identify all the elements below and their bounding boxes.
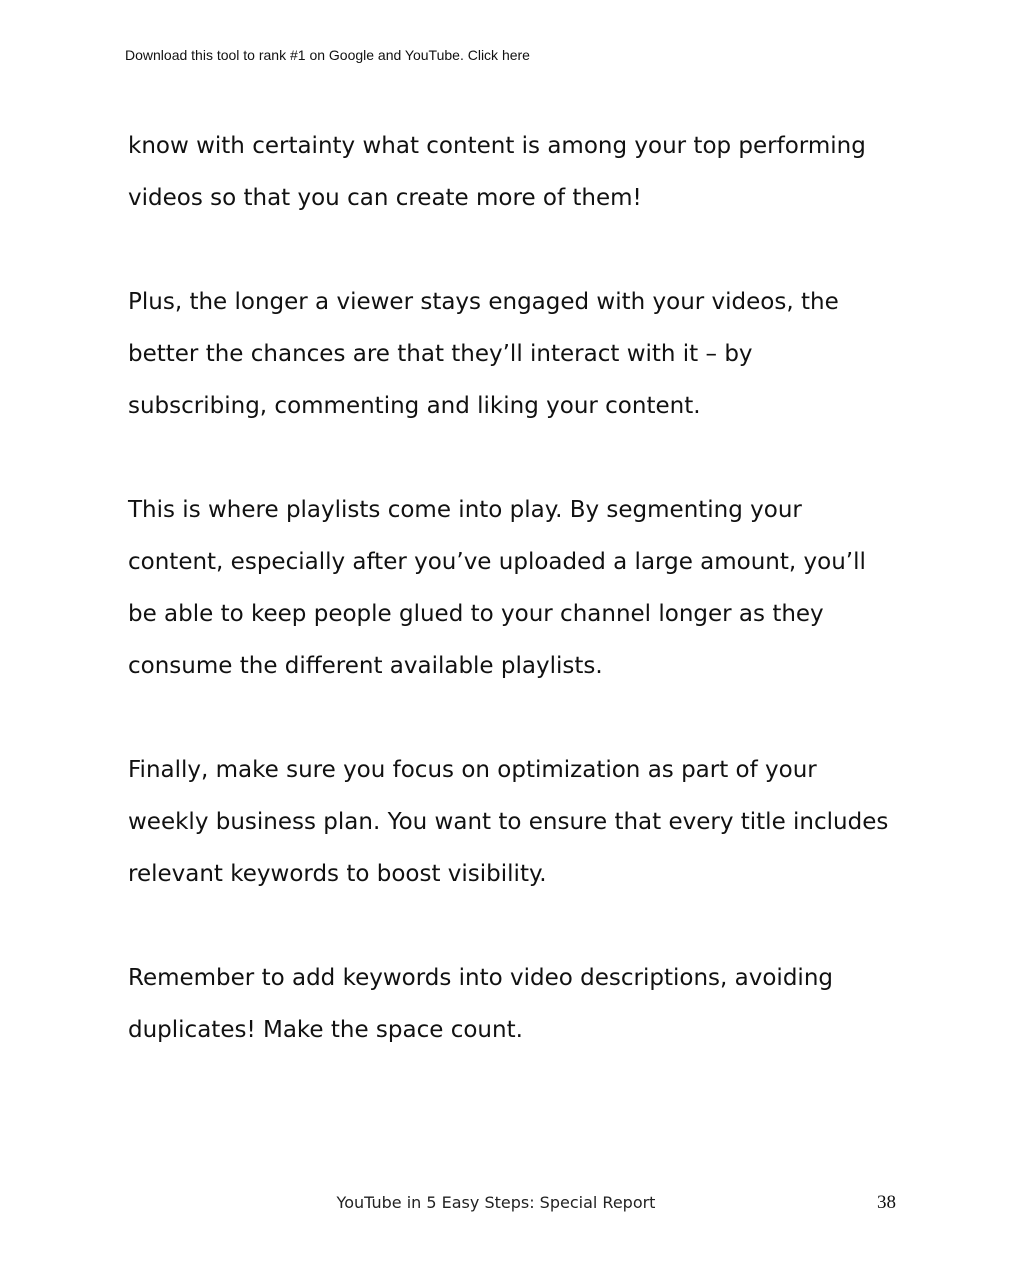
paragraph-spacer — [128, 692, 928, 744]
paragraph-spacer — [128, 900, 928, 952]
text-line: Plus, the longer a viewer stays engaged with your videos, the — [128, 289, 839, 315]
text-line: subscribing, commenting and liking your content. — [128, 393, 701, 419]
text-line: consume the different available playlists. — [128, 653, 603, 679]
paragraph-spacer — [128, 432, 928, 484]
text-line: duplicates! Make the space count. — [128, 1017, 523, 1043]
paragraph — [128, 276, 928, 432]
paragraph — [128, 744, 928, 900]
text-line: videos so that you can create more of them! — [128, 185, 642, 211]
text-line: know with certainty what content is among your top performing — [128, 133, 866, 159]
text-line: better the chances are that they’ll interact with it – by — [128, 341, 753, 367]
text-line: weekly business plan. You want to ensure that every title includes — [128, 809, 889, 835]
text-line: be able to keep people glued to your channel longer as they — [128, 601, 824, 627]
paragraph-spacer — [128, 224, 928, 276]
download-tool-link[interactable]: Download this tool to rank #1 on Google and YouTube. Click here — [125, 47, 530, 63]
text-line: relevant keywords to boost visibility. — [128, 861, 547, 887]
paragraph — [128, 120, 928, 224]
footer-title: YouTube in 5 Easy Steps: Special Report — [336, 1193, 656, 1212]
document-body — [128, 120, 928, 1056]
text-line: Remember to add keywords into video descriptions, avoiding — [128, 965, 833, 991]
text-line: This is where playlists come into play. By segmenting your — [128, 497, 802, 523]
text-line: content, especially after you’ve uploaded a large amount, you’ll — [128, 549, 866, 575]
page-number: 38 — [877, 1192, 896, 1213]
text-line: Finally, make sure you focus on optimization as part of your — [128, 757, 817, 783]
paragraph — [128, 484, 928, 692]
paragraph — [128, 952, 928, 1056]
